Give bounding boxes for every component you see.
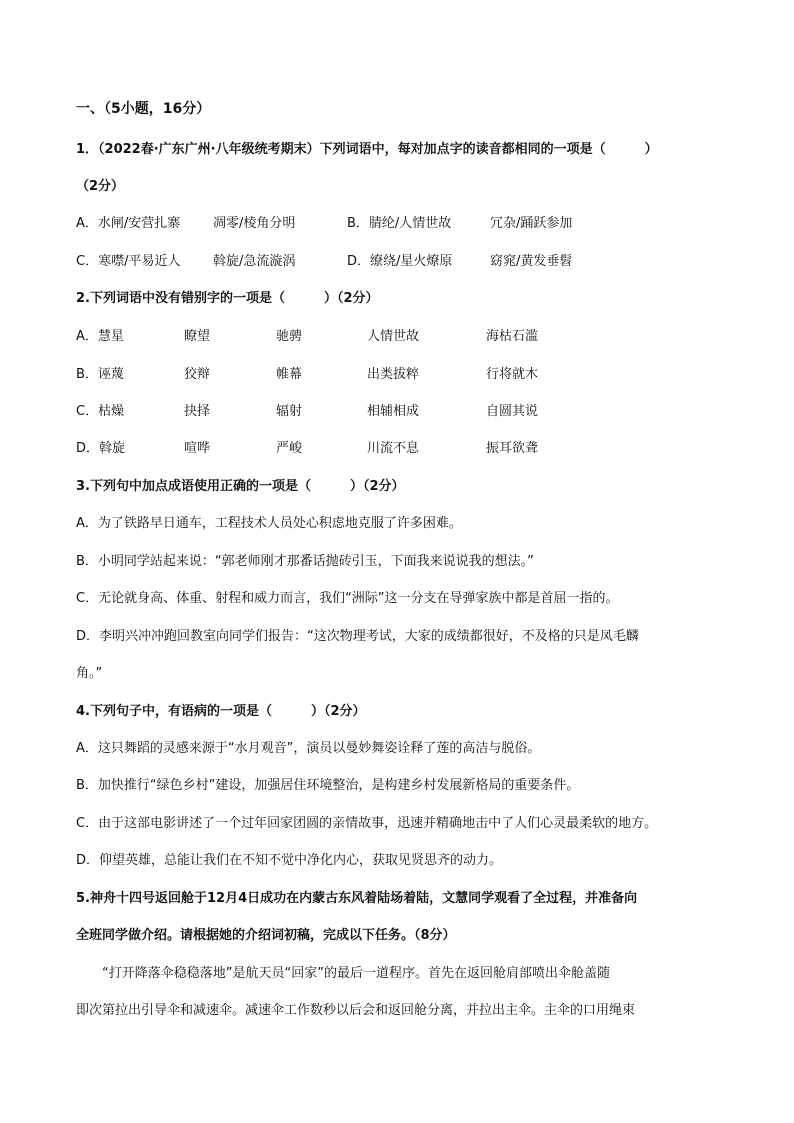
- q2-a-5: 海枯石滥: [486, 329, 539, 344]
- q1-option-d-1: D．缭绕/星火燎原: [347, 254, 453, 269]
- q1-option-a-1: A．水闸/安营扎寨: [76, 216, 181, 231]
- q2-c-2: 抉择: [184, 404, 211, 419]
- q2-c-4: 相辅相成: [367, 404, 420, 419]
- q4-option-a: A．这只舞蹈的灵感来源于“水月观音”，演员以曼妙舞姿诠释了莲的高洁与脱俗。: [76, 741, 541, 756]
- q2-d-4: 川流不息: [367, 441, 420, 456]
- q2-a-4: 人情世故: [367, 329, 420, 344]
- q2-c-1: C．枯燥: [76, 404, 125, 419]
- question-5-stem-line2: 全班同学做介绍。请根据她的介绍词初稿，完成以下任务。（8分）: [76, 928, 456, 943]
- q1-option-a-2: 凋零/棱角分明: [213, 216, 296, 231]
- q2-a-1: A．慧星: [76, 329, 124, 344]
- q3-option-b: B．小明同学站起来说：“郭老师刚才那番话抛砖引玉，下面我来说说我的想法。”: [76, 554, 534, 569]
- q1-option-b-2: 冗杂/踊跃参加: [490, 216, 573, 231]
- section-title: 一、（5小题，16分）: [76, 101, 211, 117]
- q2-a-2: 瞭望: [184, 329, 211, 344]
- q4-option-c: C．由于这部电影讲述了一个过年回家团圆的亲情故事，迅速并精确地击中了人们心灵最柔软的地方。: [76, 816, 658, 831]
- q2-b-2: 狡辩: [184, 367, 211, 382]
- q3-option-d-line1: D．李明兴冲冲跑回教室向同学们报告：“这次物理考试，大家的成绩都很好，不及格的只是凤毛麟: [76, 629, 639, 644]
- q1-option-b-1: B．腈纶/人情世故: [347, 216, 452, 231]
- q2-d-3: 严峻: [276, 441, 303, 456]
- question-3-stem: 3.下列句中加点成语使用正确的一项是（ ）（2分）: [76, 479, 405, 494]
- question-5-stem-line1: 5.神舟十四号返回舱于12月4日成功在内蒙古东风着陆场着陆，文慧同学观看了全过程，并准备向: [76, 891, 638, 906]
- q3-option-a: A．为了铁路早日通车，工程技术人员处心积虑地克服了许多困难。: [76, 516, 462, 531]
- q2-b-1: B．诬蔑: [76, 367, 124, 382]
- q1-option-c-1: C．寒噤/平易近人: [76, 254, 181, 269]
- q4-option-b: B．加快推行“绿色乡村”建设，加强居住环境整治，是构建乡村发展新格局的重要条件。: [76, 778, 580, 793]
- q3-option-c: C．无论就身高、体重、射程和威力而言，我们“洲际”这一分支在导弹家族中都是首屈一指的。: [76, 591, 619, 606]
- q2-b-5: 行将就木: [486, 367, 539, 382]
- question-1-stem: 1．（2022春·广东广州·八年级统考期末）下列词语中，每对加点字的读音都相同的一项是（ ）: [76, 142, 658, 157]
- q2-d-1: D．斡旋: [76, 441, 126, 456]
- q2-d-5: 振耳欲聋: [486, 441, 539, 456]
- q5-passage-line1: “打开降落伞稳稳落地”是航天员“回家”的最后一道程序。首先在返回舱肩部喷出伞舱盖随: [102, 966, 610, 981]
- q5-passage-line2: 即次第拉出引导伞和减速伞。减速伞工作数秒以后会和返回舱分离，并拉出主伞。主伞的口用绳束: [76, 1003, 636, 1018]
- q2-d-2: 喧哗: [184, 441, 211, 456]
- q2-b-4: 出类拔粹: [367, 367, 420, 382]
- q2-c-5: 自圆其说: [486, 404, 539, 419]
- question-4-stem: 4.下列句子中，有语病的一项是（ ）（2分）: [76, 704, 366, 719]
- q2-b-3: 帷幕: [276, 367, 303, 382]
- q4-option-d: D．仰望英雄，总能让我们在不知不觉中净化内心，获取见贤思齐的动力。: [76, 853, 503, 868]
- question-1-score: （2分）: [76, 179, 125, 194]
- question-2-stem: 2.下列词语中没有错别字的一项是（ ）（2分）: [76, 291, 379, 306]
- q1-option-d-2: 窈窕/黄发垂髫: [490, 254, 573, 269]
- q2-c-3: 辐射: [276, 404, 303, 419]
- q2-a-3: 驰骋: [276, 329, 303, 344]
- q3-option-d-line2: 角。”: [76, 666, 103, 681]
- q1-option-c-2: 斡旋/急流漩涡: [213, 254, 296, 269]
